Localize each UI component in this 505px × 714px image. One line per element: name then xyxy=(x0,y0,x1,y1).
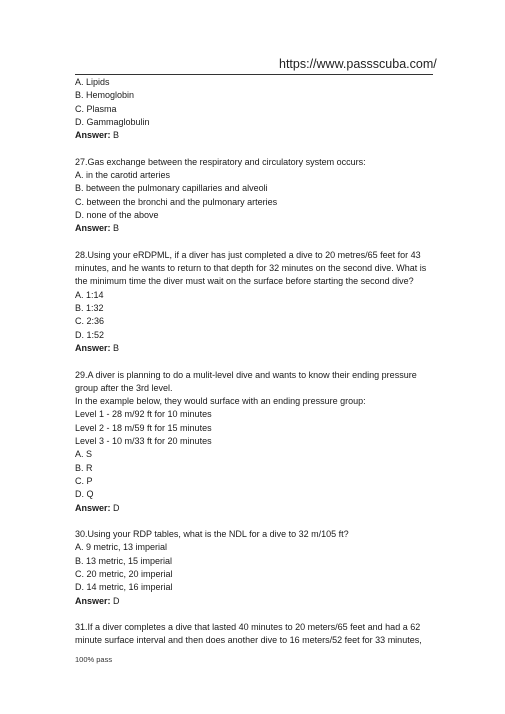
question-text-line: 31.If a diver completes a dive that lasted 40 minutes to 20 meters/65 feet and had a 62 xyxy=(75,622,421,633)
answer-label: Answer: xyxy=(75,130,111,141)
answer-value: D xyxy=(110,502,120,513)
question-31-block xyxy=(75,621,435,648)
option-b: B. between the pulmonary capillaries and alveoli xyxy=(75,183,268,194)
option-d: D. 1:52 xyxy=(75,329,105,340)
answer-value: B xyxy=(110,223,120,234)
question-text: 27.Gas exchange between the respiratory and circulatory system occurs: xyxy=(75,156,366,167)
question-text-line: minute surface interval and then does another dive to 16 meters/52 feet for 33 minutes, xyxy=(75,635,422,646)
answer xyxy=(75,129,435,142)
option-d: D. Q xyxy=(75,489,94,500)
document-body xyxy=(75,76,435,648)
option-c: C. P xyxy=(75,475,93,486)
answer-label: Answer: xyxy=(75,342,111,353)
option-c: C. 20 metric, 20 imperial xyxy=(75,568,173,579)
level-line: Level 1 - 28 m/92 ft for 10 minutes xyxy=(75,409,212,420)
answer-value: B xyxy=(110,342,120,353)
option-d: D. Gammaglobulin xyxy=(75,116,150,127)
option-a: A. 9 metric, 13 imperial xyxy=(75,542,168,553)
question-30-block xyxy=(75,528,435,608)
answer xyxy=(75,595,435,608)
question-27-block xyxy=(75,156,435,236)
answer xyxy=(75,342,435,355)
option-a: A. 1:14 xyxy=(75,289,104,300)
option-b: B. Hemoglobin xyxy=(75,90,135,101)
option-a: A. Lipids xyxy=(75,77,110,87)
answer-label: Answer: xyxy=(75,502,111,513)
level-line: Level 3 - 10 m/33 ft for 20 minutes xyxy=(75,436,212,447)
option-a: A. S xyxy=(75,449,93,460)
question-text-line: minutes, and he wants to return to that depth for 32 minutes on the second dive. What is xyxy=(75,263,427,274)
question-26-block xyxy=(75,76,435,142)
question-text-line: 28.Using your eRDPML, if a diver has just completed a dive to 20 metres/65 feet for 43 xyxy=(75,249,421,260)
option-b: B. 13 metric, 15 imperial xyxy=(75,555,173,566)
answer xyxy=(75,222,435,235)
option-c: C. 2:36 xyxy=(75,316,105,327)
question-29-block xyxy=(75,369,435,515)
option-b: B. 1:32 xyxy=(75,303,104,314)
footer-text: 100% pass xyxy=(75,655,113,664)
question-28-block xyxy=(75,249,435,355)
answer-label: Answer: xyxy=(75,595,111,606)
question-text-line: In the example below, they would surface with an ending pressure group: xyxy=(75,396,366,407)
level-line: Level 2 - 18 m/59 ft for 15 minutes xyxy=(75,422,212,433)
question-text-line: the minimum time the diver must wait on the surface before starting the second dive? xyxy=(75,276,414,287)
question-text-line: 29.A diver is planning to do a mulit-level dive and wants to know their ending pressure xyxy=(75,369,417,380)
question-text-line: group after the 3rd level. xyxy=(75,382,173,393)
answer xyxy=(75,502,435,515)
option-d: D. none of the above xyxy=(75,209,159,220)
answer-label: Answer: xyxy=(75,223,111,234)
option-a: A. in the carotid arteries xyxy=(75,170,171,181)
option-c: C. between the bronchi and the pulmonary arteries xyxy=(75,196,278,207)
header-divider xyxy=(75,74,433,75)
question-text: 30.Using your RDP tables, what is the NDL for a dive to 32 m/105 ft? xyxy=(75,529,349,540)
answer-value: D xyxy=(110,595,120,606)
option-b: B. R xyxy=(75,462,93,473)
option-c: C. Plasma xyxy=(75,103,117,114)
header-url: https://www.passscuba.com/ xyxy=(279,57,437,71)
answer-value: B xyxy=(110,130,120,141)
option-d: D. 14 metric, 16 imperial xyxy=(75,582,173,593)
